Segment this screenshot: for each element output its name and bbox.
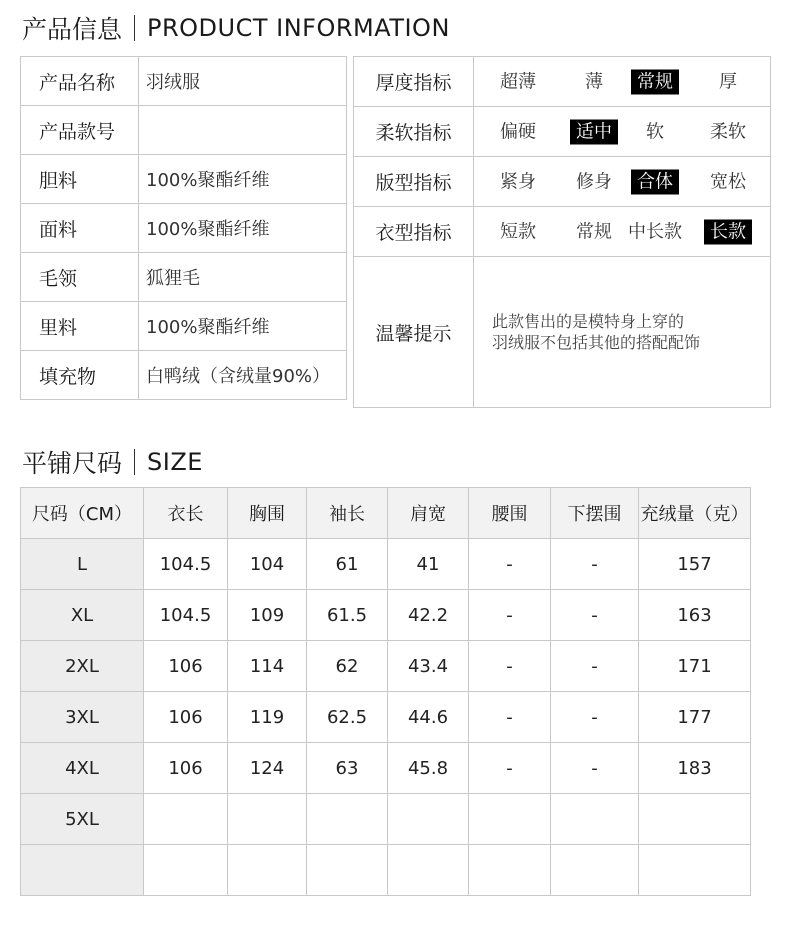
size-cell: 44.6 xyxy=(388,692,469,743)
size-cell: 114 xyxy=(228,641,307,692)
size-cell: 61.5 xyxy=(307,590,388,641)
indicator-option: 常规 xyxy=(631,69,679,94)
size-cell: 109 xyxy=(228,590,307,641)
indicator-option: 短款 xyxy=(500,221,536,242)
info-label: 产品款号 xyxy=(21,106,139,155)
size-cell: 104 xyxy=(228,539,307,590)
size-table-row xyxy=(21,692,751,743)
indicator-row xyxy=(354,107,771,157)
size-cell: 157 xyxy=(639,539,751,590)
size-cell: 5XL xyxy=(21,794,144,845)
indicator-option: 长款 xyxy=(704,219,752,244)
size-cell xyxy=(551,794,639,845)
size-cell: 4XL xyxy=(21,743,144,794)
size-cell: - xyxy=(551,743,639,794)
size-cell: - xyxy=(469,743,551,794)
size-cell: 62.5 xyxy=(307,692,388,743)
size-table-row xyxy=(21,794,751,845)
size-cell: 3XL xyxy=(21,692,144,743)
size-header-cell: 袖长 xyxy=(307,488,388,539)
notice-line: 此款售出的是模特身上穿的 xyxy=(492,312,685,331)
info-label: 胆料 xyxy=(21,155,139,204)
indicator-option: 宽松 xyxy=(710,171,746,192)
size-cell: L xyxy=(21,539,144,590)
indicator-option: 柔软 xyxy=(710,121,746,142)
size-header-cell: 尺码（CM） xyxy=(21,488,144,539)
indicator-label: 衣型指标 xyxy=(354,207,474,257)
size-header-cell: 下摆围 xyxy=(551,488,639,539)
size-cell: 171 xyxy=(639,641,751,692)
size-cell: 61 xyxy=(307,539,388,590)
info-label: 里料 xyxy=(21,302,139,351)
title-divider xyxy=(134,15,135,41)
product-info-title-cn: 产品信息 xyxy=(22,15,123,44)
size-cell: 183 xyxy=(639,743,751,794)
size-cell: 63 xyxy=(307,743,388,794)
indicator-option: 薄 xyxy=(585,71,603,92)
size-cell: 62 xyxy=(307,641,388,692)
size-cell: 106 xyxy=(144,641,228,692)
size-cell: 42.2 xyxy=(388,590,469,641)
info-value: 白鸭绒（含绒量90%） xyxy=(139,351,347,400)
size-table xyxy=(20,487,751,896)
size-cell: 106 xyxy=(144,692,228,743)
size-cell: - xyxy=(469,692,551,743)
size-cell: 163 xyxy=(639,590,751,641)
size-table-row xyxy=(21,845,751,896)
indicator-row xyxy=(354,157,771,207)
info-value: 100%聚酯纤维 xyxy=(139,155,347,204)
size-cell: 2XL xyxy=(21,641,144,692)
size-cell: - xyxy=(551,590,639,641)
info-label: 填充物 xyxy=(21,351,139,400)
size-cell: 104.5 xyxy=(144,590,228,641)
info-row xyxy=(21,155,347,204)
size-cell: 106 xyxy=(144,743,228,794)
size-cell: 119 xyxy=(228,692,307,743)
notice-text xyxy=(474,257,771,408)
indicator-options xyxy=(474,57,771,107)
size-cell xyxy=(639,794,751,845)
info-label: 面料 xyxy=(21,204,139,253)
indicator-label: 版型指标 xyxy=(354,157,474,207)
info-row xyxy=(21,106,347,155)
size-cell: 45.8 xyxy=(388,743,469,794)
size-title-cn: 平铺尺码 xyxy=(22,449,123,478)
indicator-options xyxy=(474,207,771,257)
size-table-header xyxy=(21,488,751,539)
indicator-label: 柔软指标 xyxy=(354,107,474,157)
size-table-row xyxy=(21,539,751,590)
size-cell: - xyxy=(551,641,639,692)
size-cell xyxy=(144,794,228,845)
indicator-option: 适中 xyxy=(570,119,618,144)
info-row xyxy=(21,253,347,302)
size-title xyxy=(22,444,203,480)
size-header-cell: 胸围 xyxy=(228,488,307,539)
size-header-cell: 腰围 xyxy=(469,488,551,539)
size-cell xyxy=(469,794,551,845)
size-header-cell: 衣长 xyxy=(144,488,228,539)
title-divider xyxy=(134,449,135,475)
product-info-title xyxy=(22,10,450,46)
info-row xyxy=(21,204,347,253)
size-cell: 177 xyxy=(639,692,751,743)
size-cell xyxy=(388,845,469,896)
indicator-row xyxy=(354,207,771,257)
product-info-title-en: PRODUCT INFORMATION xyxy=(147,14,450,42)
size-header-cell: 充绒量（克） xyxy=(639,488,751,539)
size-cell xyxy=(307,794,388,845)
size-cell xyxy=(469,845,551,896)
indicator-option: 紧身 xyxy=(500,171,536,192)
size-cell: 124 xyxy=(228,743,307,794)
indicator-row xyxy=(354,57,771,107)
indicator-options xyxy=(474,107,771,157)
indicator-option: 中长款 xyxy=(628,221,682,242)
size-cell: 104.5 xyxy=(144,539,228,590)
info-label: 毛领 xyxy=(21,253,139,302)
size-cell: XL xyxy=(21,590,144,641)
info-value: 狐狸毛 xyxy=(139,253,347,302)
info-row xyxy=(21,351,347,400)
size-cell: - xyxy=(551,692,639,743)
size-cell: 41 xyxy=(388,539,469,590)
size-cell xyxy=(307,845,388,896)
size-cell xyxy=(144,845,228,896)
size-cell xyxy=(639,845,751,896)
info-value: 100%聚酯纤维 xyxy=(139,204,347,253)
size-cell: - xyxy=(469,539,551,590)
size-cell xyxy=(228,845,307,896)
product-info-table xyxy=(20,56,347,400)
size-table-row xyxy=(21,641,751,692)
indicator-option: 合体 xyxy=(631,169,679,194)
notice-label: 温馨提示 xyxy=(354,257,474,408)
size-table-row xyxy=(21,590,751,641)
size-cell xyxy=(551,845,639,896)
size-cell: 43.4 xyxy=(388,641,469,692)
indicator-options xyxy=(474,157,771,207)
info-row xyxy=(21,302,347,351)
info-value: 羽绒服 xyxy=(139,57,347,106)
notice-line: 羽绒服不包括其他的搭配配饰 xyxy=(492,333,701,352)
indicator-option: 软 xyxy=(646,121,664,142)
size-cell xyxy=(21,845,144,896)
info-label: 产品名称 xyxy=(21,57,139,106)
info-row xyxy=(21,57,347,106)
size-header-cell: 肩宽 xyxy=(388,488,469,539)
size-cell: - xyxy=(469,641,551,692)
info-value xyxy=(139,106,347,155)
info-value: 100%聚酯纤维 xyxy=(139,302,347,351)
notice-row xyxy=(354,257,771,408)
size-table-row xyxy=(21,743,751,794)
indicator-option: 超薄 xyxy=(500,71,536,92)
indicator-option: 厚 xyxy=(719,71,737,92)
size-title-en: SIZE xyxy=(147,448,203,476)
indicator-table xyxy=(353,56,771,408)
size-cell xyxy=(388,794,469,845)
indicator-label: 厚度指标 xyxy=(354,57,474,107)
indicator-option: 常规 xyxy=(576,221,612,242)
size-cell: - xyxy=(469,590,551,641)
size-cell: - xyxy=(551,539,639,590)
indicator-option: 偏硬 xyxy=(500,121,536,142)
indicator-option: 修身 xyxy=(576,171,612,192)
size-cell xyxy=(228,794,307,845)
